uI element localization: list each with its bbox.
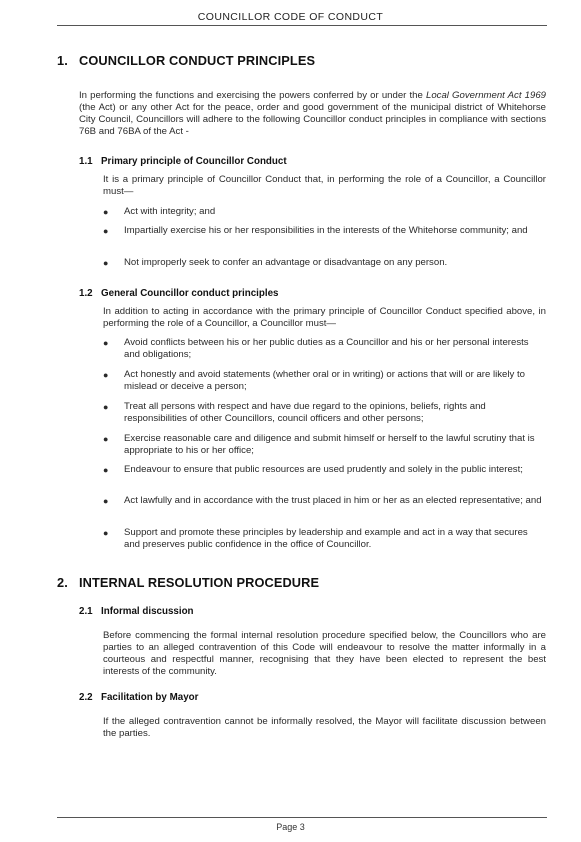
act-name-italic: Local Government Act 1969 xyxy=(425,90,546,101)
subsection-2-1-text: Before commencing the formal internal resolution procedure specified below, the Councillors who are parties to an alleged contravention of this Code will endeavour to resolve the matter informally in a courteous and respectful manner, recognising that they have been elected to represent the best interests of the community. xyxy=(103,630,546,677)
list-item: Endeavour to ensure that public resources are used prudently and solely in the public interest; xyxy=(124,464,523,475)
bullet-icon: ● xyxy=(103,465,109,475)
footer-divider xyxy=(57,817,547,818)
list-item: Avoid conflicts between his or her public duties as a Councillor and his or her personal interests and obligations; xyxy=(124,337,529,360)
section-1-heading xyxy=(57,53,315,68)
list-item: Support and promote these principles by leadership and example and act in a way that secures and preserves public confidence in the office of Councillor. xyxy=(124,527,528,550)
intro-text-post: (the Act) or any other Act for the peace, order and good government of the municipal district of Whitehorse City Council, Councillors will adhere to the following Councillor conduct principles in compliance with sections 76B and 76BA of the Act - xyxy=(79,102,546,137)
list-item: Act honestly and avoid statements (whether oral or in writing) or actions that will or are likely to mislead or deceive a person; xyxy=(124,369,525,392)
subsection-1-2-heading xyxy=(79,288,278,299)
list-item: Act lawfully and in accordance with the trust placed in him or her as an elected representative; and xyxy=(124,495,542,506)
subsection-1-1-lead: It is a primary principle of Councillor Conduct that, in performing the role of a Councillor, a Councillor must— xyxy=(103,174,546,197)
bullet-icon: ● xyxy=(103,402,109,412)
list-item: Act with integrity; and xyxy=(124,206,216,217)
subsection-1-1-number: 1.1 xyxy=(79,156,93,167)
bullet-icon: ● xyxy=(103,207,109,217)
section-2-heading xyxy=(57,575,319,590)
bullet-icon: ● xyxy=(103,434,109,444)
list-item: Impartially exercise his or her responsibilities in the interests of the Whitehorse community; and xyxy=(124,225,528,236)
subsection-2-1-number: 2.1 xyxy=(79,606,93,617)
subsection-2-1-title: Informal discussion xyxy=(101,606,194,617)
bullet-icon: ● xyxy=(103,496,109,506)
subsection-2-2-heading xyxy=(79,692,198,703)
list-item: Exercise reasonable care and diligence and submit himself or herself to the lawful scrutiny that is appropriate to his or her office; xyxy=(124,433,535,456)
intro-text-pre: In performing the functions and exercising the powers conferred by or under the xyxy=(79,90,426,101)
bullet-icon: ● xyxy=(103,370,109,380)
header-divider xyxy=(57,25,547,26)
subsection-1-1-heading xyxy=(79,156,287,167)
bullet-icon: ● xyxy=(103,338,109,348)
subsection-1-2-number: 1.2 xyxy=(79,288,93,299)
subsection-1-2-title: General Councillor conduct principles xyxy=(101,288,279,299)
bullet-icon: ● xyxy=(103,258,109,268)
section-1-number: 1. xyxy=(57,53,68,68)
page-header-title: COUNCILLOR CODE OF CONDUCT xyxy=(197,11,384,23)
page-number: Page 3 xyxy=(276,822,305,832)
list-item: Treat all persons with respect and have due regard to the opinions, beliefs, rights and responsibilities of other Councillors, council officers and other persons; xyxy=(124,401,486,424)
section-2-title: INTERNAL RESOLUTION PROCEDURE xyxy=(79,575,320,590)
section-1-title: COUNCILLOR CONDUCT PRINCIPLES xyxy=(79,53,316,68)
subsection-1-1-title: Primary principle of Councillor Conduct xyxy=(101,156,287,167)
subsection-2-1-heading xyxy=(79,606,194,617)
list-item: Not improperly seek to confer an advantage or disadvantage on any person. xyxy=(124,257,448,268)
section-2-number: 2. xyxy=(57,575,68,590)
subsection-1-2-lead: In addition to acting in accordance with the primary principle of Councillor Conduct specified above, in performing the role of a Councillor, a Councillor must— xyxy=(103,306,546,329)
subsection-2-2-title: Facilitation by Mayor xyxy=(101,692,199,703)
subsection-2-2-number: 2.2 xyxy=(79,692,93,703)
section-1-intro xyxy=(79,90,546,138)
subsection-2-2-text: If the alleged contravention cannot be informally resolved, the Mayor will facilitate discussion between the parties. xyxy=(103,716,546,739)
bullet-icon: ● xyxy=(103,226,109,236)
bullet-icon: ● xyxy=(103,528,109,538)
